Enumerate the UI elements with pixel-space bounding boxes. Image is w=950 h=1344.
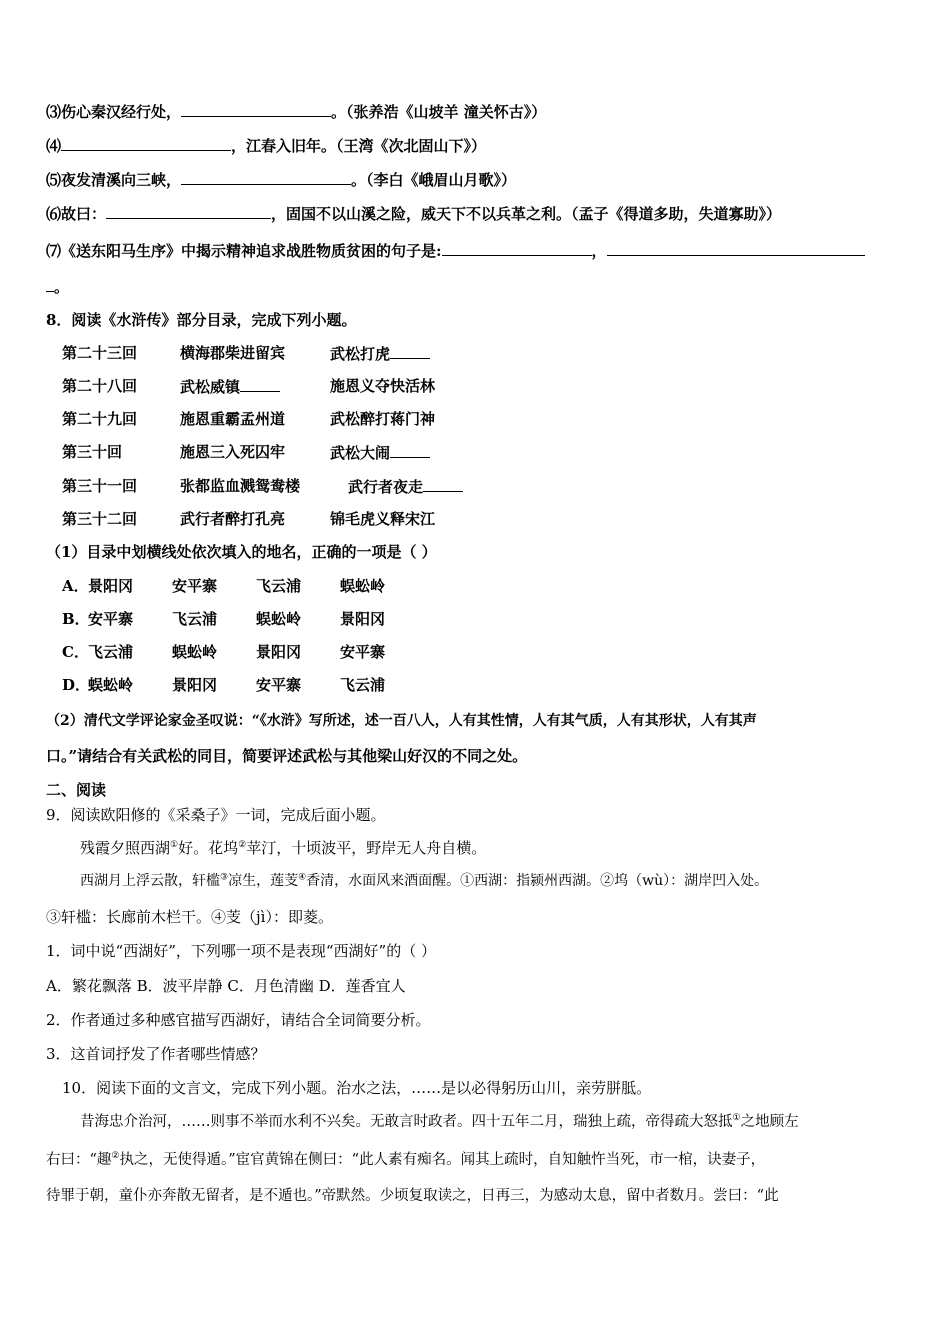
answer-blank[interactable] [61,135,231,151]
toc-title-a: 施恩三入死囚牢 [180,443,286,461]
option-label: A． [62,577,89,595]
q7-item-5: ⑸夜发清溪向三峡， 。（李白《峨眉山月歌》） [46,171,517,189]
option-item: 蜈蚣岭 [88,676,134,694]
option-item: 飞云浦 [172,610,218,628]
toc-chapter: 第三十回 [62,443,123,461]
toc-chapter: 第二十三回 [62,344,138,362]
toc-title-a: 武松威镇 [180,376,280,397]
toc-title-b: 锦毛虎义释宋江 [330,510,436,528]
passage-line-2: 右曰：“趣②执之，无使得遁。”宦官黄锦在侧曰：“此人素有痴名。闻其上疏时，自知触忤当死，市一棺，诀妻子， [46,1151,766,1168]
answer-blank[interactable] [106,203,271,219]
option-item: 安平寨 [172,577,218,595]
q7-item-4: ⑷ ，江春入旧年。（王湾《次北固山下》） [46,137,487,155]
toc-chapter: 第二十九回 [62,410,138,428]
option-item: 飞云浦 [88,643,134,661]
toc-title-a: 横海郡柴进留宾 [180,344,286,362]
passage-line-3: 待罪于朝，童仆亦奔散无留者，是不遁也。”帝默然。少顷复取读之，日再三，为感动太息，留中者数月。尝曰：“此 [46,1188,779,1204]
q9-question-3: 3．这首词抒发了作者哪些情感？ [46,1045,266,1063]
answer-blank[interactable] [46,276,54,292]
option-item: 安平寨 [256,676,302,694]
option-item: 蜈蚣岭 [340,577,386,595]
option-label: B． [62,610,90,628]
poem-line-1: 残霞夕照西湖①好。花坞②苹汀，十顷波平，野岸无人舟自横。 [80,839,487,857]
answer-blank[interactable] [390,343,430,359]
q7-item-7-cont: 。 [46,276,69,297]
option-item: 蜈蚣岭 [256,610,302,628]
q8-sub2-line2: 口。”请结合有关武松的同目，简要评述武松与其他梁山好汉的不同之处。 [46,747,528,765]
toc-title-b: 武松打虎 [330,343,430,364]
q7-item-3: ⑶伤心秦汉经行处， 。（张养浩《山坡羊 潼关怀古》） [46,103,547,121]
q9-question-1: 1．词中说“西湖好”，下列哪一项不是表现“西湖好”的（ ） [46,942,436,960]
toc-chapter: 第三十一回 [62,477,138,495]
toc-title-b: 武松大闹 [330,442,430,463]
poem-notes: ③轩槛：长廊前木栏干。④芰（jì）：即菱。 [46,908,333,926]
answer-blank[interactable] [181,169,351,185]
q10-title: 10．阅读下面的文言文，完成下列小题。治水之法，……是以必得躬历山川，亲劳胼胝。 [62,1079,652,1097]
option-item: 飞云浦 [340,676,386,694]
answer-blank[interactable] [423,476,463,492]
q8-sub1: （1）目录中划横线处依次填入的地名，正确的一项是（ ） [46,543,437,561]
option-item: 安平寨 [340,643,386,661]
answer-blank[interactable] [181,101,331,117]
q9-question-2: 2．作者通过多种感官描写西湖好，请结合全词简要分析。 [46,1011,431,1029]
toc-title-b: 武行者夜走 [348,476,463,497]
option-item: 飞云浦 [256,577,302,595]
toc-chapter: 第三十二回 [62,510,138,528]
passage-line-1: 昔海忠介治河，……则事不举而水利不兴矣。无敢言时政者。四十五年二月，瑞独上疏，帝得疏大怒抵①之地顾左 [80,1113,799,1130]
toc-title-a: 施恩重霸孟州道 [180,410,286,428]
toc-title-b: 武松醉打蒋门神 [330,410,436,428]
option-item: 景阳冈 [340,610,386,628]
toc-title-a: 武行者醉打孔亮 [180,510,286,528]
poem-line-2: 西湖月上浮云散，轩槛③凉生，莲芰④香清，水面风来酒面醒。①西湖：指颍州西湖。②坞（wù）：湖岸凹入处。 [80,872,769,889]
q7-item-6: ⑹故曰： ，固国不以山溪之险，威天下不以兵革之利。（孟子《得道多助，失道寡助》） [46,205,782,223]
q7-item-7: ⑺《送东阳马生序》中揭示精神追求战胜物质贫困的句子是: ， [46,240,865,261]
answer-blank[interactable] [390,442,430,458]
answer-blank[interactable] [607,240,865,256]
answer-blank[interactable] [442,240,592,256]
toc-chapter: 第二十八回 [62,377,138,395]
option-label: C． [62,643,89,661]
q9-title: 9．阅读欧阳修的《采桑子》一词，完成后面小题。 [46,806,386,824]
option-item: 安平寨 [88,610,134,628]
option-item: 景阳冈 [172,676,218,694]
option-item: 景阳冈 [88,577,134,595]
answer-blank[interactable] [240,376,280,392]
section-heading: 二、阅读 [46,781,107,799]
toc-title-b: 施恩义夺快活林 [330,377,436,395]
option-label: D． [62,676,91,694]
toc-title-a: 张都监血溅鸳鸯楼 [180,477,301,495]
option-item: 蜈蚣岭 [172,643,218,661]
q8-sub2-line1: （2）清代文学评论家金圣叹说：“《水浒》写所述，述一百八人，人有其性情，人有其气质，人有其形状，人有其声 [46,713,757,729]
option-item: 景阳冈 [256,643,302,661]
q9-question-1-options: A．繁花飘落 B．波平岸静 C．月色清幽 D．莲香宜人 [46,977,406,995]
q8-title: 8．阅读《水浒传》部分目录，完成下列小题。 [46,311,357,329]
